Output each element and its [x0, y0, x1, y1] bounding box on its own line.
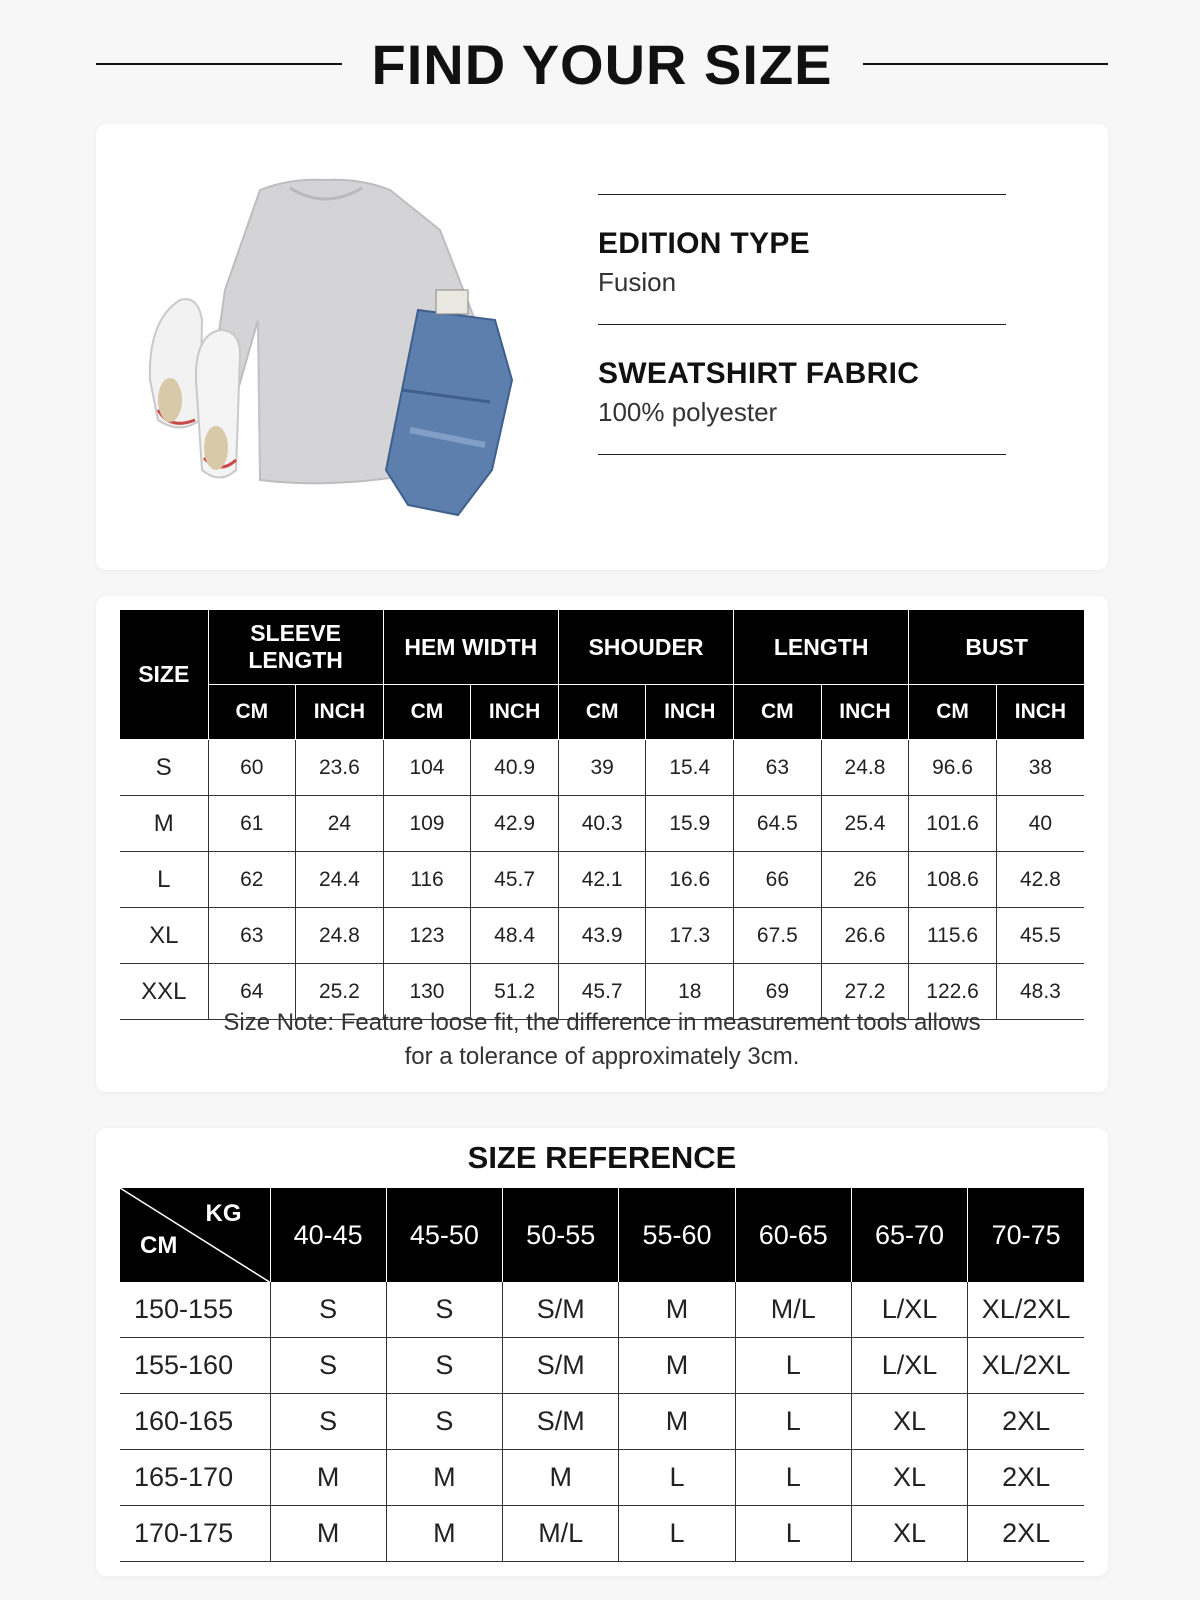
measurement-cell: 40.3 — [558, 796, 646, 852]
recommended-size-cell: L/XL — [851, 1282, 967, 1338]
measurement-cell: 64 — [208, 964, 296, 1020]
measurement-cell: 42.8 — [996, 852, 1084, 908]
size-reference-card — [96, 1128, 1108, 1576]
measurement-cell: 45.7 — [558, 964, 646, 1020]
measurement-cell: 16.6 — [646, 852, 734, 908]
group-header: SLEEVE LENGTH — [208, 610, 383, 685]
group-header: LENGTH — [734, 610, 909, 685]
table-row — [120, 1282, 1084, 1338]
group-header: HEM WIDTH — [383, 610, 558, 685]
info-divider — [598, 454, 1006, 455]
info-edition-type — [598, 195, 1006, 324]
recommended-size-cell: 2XL — [968, 1506, 1084, 1562]
height-cell: 170-175 — [120, 1506, 270, 1562]
unit-header: CM — [383, 685, 471, 740]
measurement-cell: 24.8 — [821, 740, 909, 796]
recommended-size-cell: L — [735, 1394, 851, 1450]
info-label: SWEATSHIRT FABRIC — [598, 357, 920, 390]
size-reference-title: SIZE REFERENCE — [467, 1140, 737, 1175]
info-value: Fusion — [598, 267, 677, 297]
recommended-size-cell: S/M — [503, 1394, 619, 1450]
recommended-size-cell: S/M — [503, 1282, 619, 1338]
product-info — [598, 194, 1006, 455]
measurement-cell: 96.6 — [909, 740, 997, 796]
measurement-cell: 60 — [208, 740, 296, 796]
recommended-size-cell: XL — [851, 1394, 967, 1450]
unit-header: CM — [558, 685, 646, 740]
info-value: 100% polyester — [598, 397, 778, 427]
measurement-cell: 45.7 — [471, 852, 559, 908]
recommended-size-cell: XL — [851, 1450, 967, 1506]
weight-header: 55-60 — [619, 1188, 735, 1282]
unit-header: INCH — [996, 685, 1084, 740]
measurement-cell: 26.6 — [821, 908, 909, 964]
recommended-size-cell: L — [735, 1338, 851, 1394]
measurement-cell: 116 — [383, 852, 471, 908]
recommended-size-cell: L — [735, 1506, 851, 1562]
measurement-cell: 26 — [821, 852, 909, 908]
height-cell: 155-160 — [120, 1338, 270, 1394]
size-cell: S — [120, 740, 208, 796]
height-cell: 165-170 — [120, 1450, 270, 1506]
recommended-size-cell: XL — [851, 1506, 967, 1562]
unit-header: CM — [208, 685, 296, 740]
table-row — [120, 852, 1084, 908]
measurement-cell: 61 — [208, 796, 296, 852]
measurement-cell: 39 — [558, 740, 646, 796]
table-row — [120, 740, 1084, 796]
size-chart-table — [120, 610, 1084, 1020]
recommended-size-cell: 2XL — [968, 1394, 1084, 1450]
weight-header: 60-65 — [735, 1188, 851, 1282]
unit-header: CM — [909, 685, 997, 740]
measurement-cell: 63 — [734, 740, 822, 796]
recommended-size-cell: M/L — [503, 1506, 619, 1562]
unit-header: INCH — [296, 685, 384, 740]
page-title: FIND YOUR SIZE — [371, 32, 833, 96]
recommended-size-cell: S — [270, 1338, 386, 1394]
size-cell: M — [120, 796, 208, 852]
measurement-cell: 130 — [383, 964, 471, 1020]
corner-cm-label: CM — [140, 1232, 178, 1259]
recommended-size-cell: M — [386, 1450, 502, 1506]
recommended-size-cell: M — [270, 1506, 386, 1562]
info-label: EDITION TYPE — [598, 227, 810, 260]
measurement-cell: 24.8 — [296, 908, 384, 964]
measurement-cell: 115.6 — [909, 908, 997, 964]
recommended-size-cell: M — [503, 1450, 619, 1506]
size-cell: XXL — [120, 964, 208, 1020]
recommended-size-cell: L — [619, 1450, 735, 1506]
measurement-cell: 123 — [383, 908, 471, 964]
height-cell: 150-155 — [120, 1282, 270, 1338]
recommended-size-cell: S — [386, 1338, 502, 1394]
corner-kg-label: KG — [205, 1200, 242, 1227]
measurement-cell: 17.3 — [646, 908, 734, 964]
measurement-cell: 15.4 — [646, 740, 734, 796]
recommended-size-cell: L/XL — [851, 1338, 967, 1394]
measurement-cell: 62 — [208, 852, 296, 908]
measurement-cell: 42.1 — [558, 852, 646, 908]
recommended-size-cell: L — [735, 1450, 851, 1506]
recommended-size-cell: 2XL — [968, 1450, 1084, 1506]
recommended-size-cell: S — [386, 1282, 502, 1338]
recommended-size-cell: S/M — [503, 1338, 619, 1394]
table-row — [120, 908, 1084, 964]
group-header: SHOUDER — [558, 610, 733, 685]
measurement-cell: 48.3 — [996, 964, 1084, 1020]
recommended-size-cell: M — [270, 1450, 386, 1506]
weight-header: 40-45 — [270, 1188, 386, 1282]
measurement-cell: 23.6 — [296, 740, 384, 796]
size-cell: XL — [120, 908, 208, 964]
info-fabric — [598, 325, 1006, 454]
table-row — [120, 1450, 1084, 1506]
recommended-size-cell: L — [619, 1506, 735, 1562]
height-cell: 160-165 — [120, 1394, 270, 1450]
table-row — [120, 1394, 1084, 1450]
measurement-cell: 63 — [208, 908, 296, 964]
measurement-cell: 64.5 — [734, 796, 822, 852]
measurement-cell: 18 — [646, 964, 734, 1020]
measurement-cell: 45.5 — [996, 908, 1084, 964]
measurement-cell: 122.6 — [909, 964, 997, 1020]
recommended-size-cell: M/L — [735, 1282, 851, 1338]
measurement-cell: 66 — [734, 852, 822, 908]
size-reference-table — [120, 1188, 1084, 1562]
measurement-cell: 69 — [734, 964, 822, 1020]
measurement-cell: 42.9 — [471, 796, 559, 852]
measurement-cell: 51.2 — [471, 964, 559, 1020]
measurement-cell: 40.9 — [471, 740, 559, 796]
weight-header: 65-70 — [851, 1188, 967, 1282]
measurement-cell: 108.6 — [909, 852, 997, 908]
recommended-size-cell: XL/2XL — [968, 1282, 1084, 1338]
measurement-cell: 24 — [296, 796, 384, 852]
size-note-line: Size Note: Feature loose fit, the difference in measurement tools allows — [223, 1009, 981, 1036]
weight-header: 50-55 — [503, 1188, 619, 1282]
header-rule-right — [863, 63, 1109, 65]
measurement-cell: 67.5 — [734, 908, 822, 964]
measurement-cell: 109 — [383, 796, 471, 852]
table-row — [120, 1506, 1084, 1562]
product-image — [140, 170, 540, 530]
table-row — [120, 796, 1084, 852]
page-header — [96, 28, 1108, 100]
recommended-size-cell: M — [619, 1282, 735, 1338]
group-header: BUST — [909, 610, 1084, 685]
size-cell: L — [120, 852, 208, 908]
weight-header: 70-75 — [968, 1188, 1084, 1282]
measurement-cell: 24.4 — [296, 852, 384, 908]
recommended-size-cell: S — [270, 1394, 386, 1450]
unit-header: INCH — [471, 685, 559, 740]
recommended-size-cell: M — [386, 1506, 502, 1562]
measurement-cell: 25.4 — [821, 796, 909, 852]
measurement-cell: 38 — [996, 740, 1084, 796]
unit-header: CM — [734, 685, 822, 740]
measurement-cell: 48.4 — [471, 908, 559, 964]
recommended-size-cell: S — [270, 1282, 386, 1338]
size-note — [96, 1006, 1108, 1074]
table-row — [120, 1338, 1084, 1394]
measurement-cell: 25.2 — [296, 964, 384, 1020]
corner-header — [120, 1188, 270, 1282]
recommended-size-cell: M — [619, 1338, 735, 1394]
header-rule-left — [96, 63, 342, 65]
unit-header: INCH — [821, 685, 909, 740]
product-card — [96, 124, 1108, 570]
measurement-cell: 40 — [996, 796, 1084, 852]
size-column-header: SIZE — [120, 610, 208, 740]
recommended-size-cell: XL/2XL — [968, 1338, 1084, 1394]
recommended-size-cell: M — [619, 1394, 735, 1450]
recommended-size-cell: S — [386, 1394, 502, 1450]
measurement-cell: 104 — [383, 740, 471, 796]
measurement-cell: 43.9 — [558, 908, 646, 964]
weight-header: 45-50 — [386, 1188, 502, 1282]
size-note-line: for a tolerance of approximately 3cm. — [404, 1043, 800, 1070]
measurement-cell: 27.2 — [821, 964, 909, 1020]
size-chart-card — [96, 596, 1108, 1092]
unit-header: INCH — [646, 685, 734, 740]
measurement-cell: 101.6 — [909, 796, 997, 852]
measurement-cell: 15.9 — [646, 796, 734, 852]
